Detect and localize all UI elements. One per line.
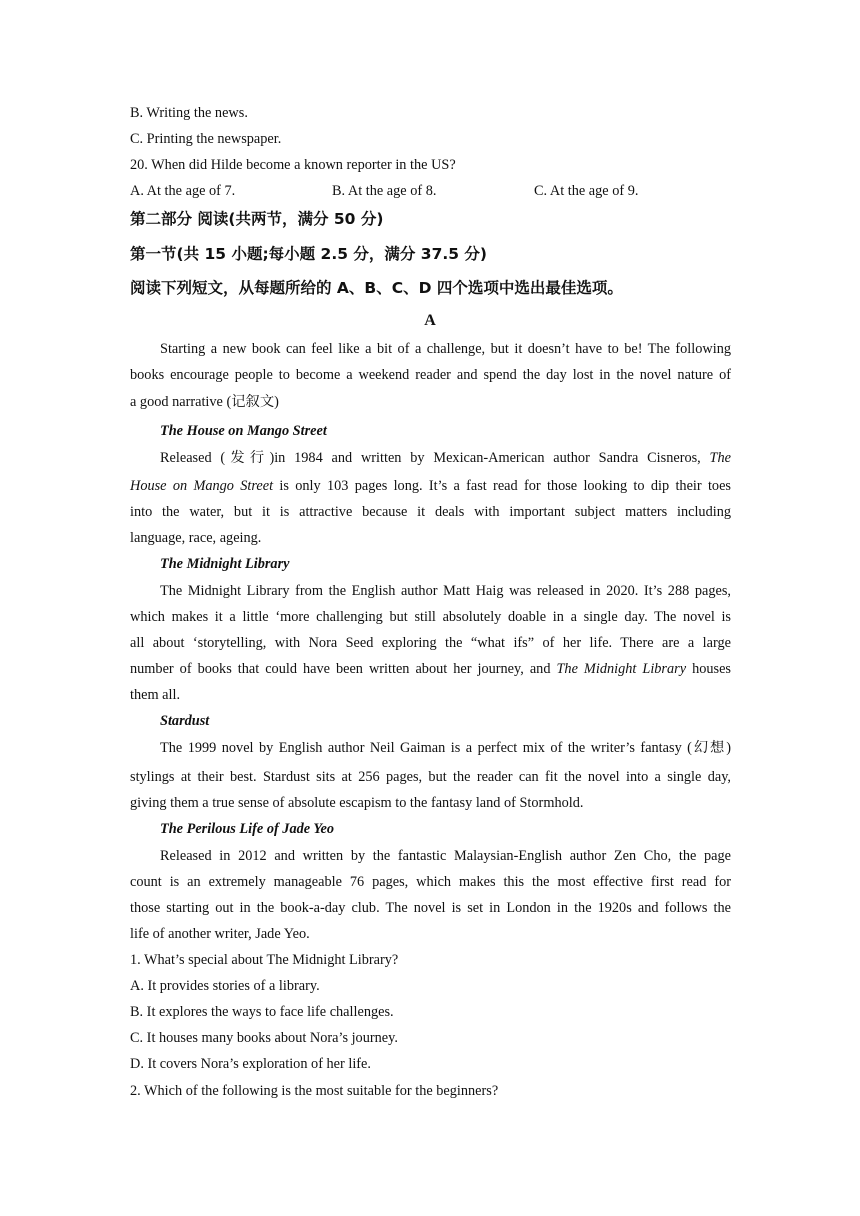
book-title-mango-street: The House on Mango Street [160,423,327,439]
book-title-midnight-library: The Midnight Library [160,556,290,572]
book4-line-2: count is an extremely manageable 76 pages, which makes this the most effective first read for [130,874,731,890]
q19-option-c: C. Printing the newspaper. [130,131,282,147]
book1-line-2: House on Mango Street is only 103 pages long. It’s a fast read for those looking to dip their toes [130,478,731,494]
q20-question: 20. When did Hilde become a known reporter in the US? [130,157,456,173]
book4-line-4: life of another writer, Jade Yeo. [130,926,310,942]
q1-option-c: C. It houses many books about Nora’s journey. [130,1030,398,1046]
intro-line-1: Starting a new book can feel like a bit of a challenge, but it doesn’t have to be! The following [160,341,731,357]
passage-letter: A [424,312,436,329]
book2-line-2: which makes it a little ‘more challenging but still absolutely doable in a single day. The novel is [130,609,731,625]
book4-line-1: Released in 2012 and written by the fantastic Malaysian-English author Zen Cho, the page [160,848,731,864]
q2-stem: 2. Which of the following is the most suitable for the beginners? [130,1083,499,1099]
book-title-jade-yeo: The Perilous Life of Jade Yeo [160,821,335,837]
book2-line-4: number of books that could have been written about her journey, and The Midnight Library houses [130,661,731,677]
section1-heading: 第一节(共 15 小题;每小题 2.5 分，满分 37.5 分) [130,245,488,263]
book1-line-4: language, race, ageing. [130,530,262,546]
q20-option-c: C. At the age of 9. [534,183,639,199]
q1-stem: 1. What’s special about The Midnight Library? [130,952,399,968]
q1-option-a: A. It provides stories of a library. [130,978,320,994]
part2-heading: 第二部分 阅读(共两节，满分 50 分) [130,210,384,228]
q20-option-a: A. At the age of 7. [130,183,236,199]
q1-option-d: D. It covers Nora’s exploration of her life. [130,1056,371,1072]
book2-line-5: them all. [130,687,181,703]
book2-line-3: all about ‘storytelling, with Nora Seed exploring the “what ifs” of her life. There are a large [130,635,731,651]
book1-line-3: into the water, but it is attractive because it deals with important subject matters including [130,504,731,520]
book2-line-1: The Midnight Library from the English author Matt Haig was released in 2020. It’s 288 pages, [160,583,731,599]
reading-instruction: 阅读下列短文，从每题所给的 A、B、C、D 四个选项中选出最佳选项。 [130,279,623,297]
intro-line-3: a good narrative (记叙文) [130,394,279,410]
book3-line-3: giving them a true sense of absolute escapism to the fantasy land of Stormhold. [130,795,584,811]
q19-option-b: B. Writing the news. [130,105,248,121]
q20-option-b: B. At the age of 8. [332,183,437,199]
book-title-stardust: Stardust [160,713,210,729]
book3-line-1: The 1999 novel by English author Neil Gaiman is a perfect mix of the writer’s fantasy (幻想) [160,740,731,756]
book1-line-1: Released (发行)in 1984 and written by Mexican-American author Sandra Cisneros, The [160,450,731,466]
intro-line-2: books encourage people to become a weekend reader and spend the day lost in the novel nature of [130,367,731,383]
book3-line-2: stylings at their best. Stardust sits at 256 pages, but the reader can fit the novel into a single day, [130,769,731,785]
book4-line-3: those starting out in the book-a-day club. The novel is set in London in the 1920s and follows the [130,900,731,916]
q1-option-b: B. It explores the ways to face life challenges. [130,1004,394,1020]
